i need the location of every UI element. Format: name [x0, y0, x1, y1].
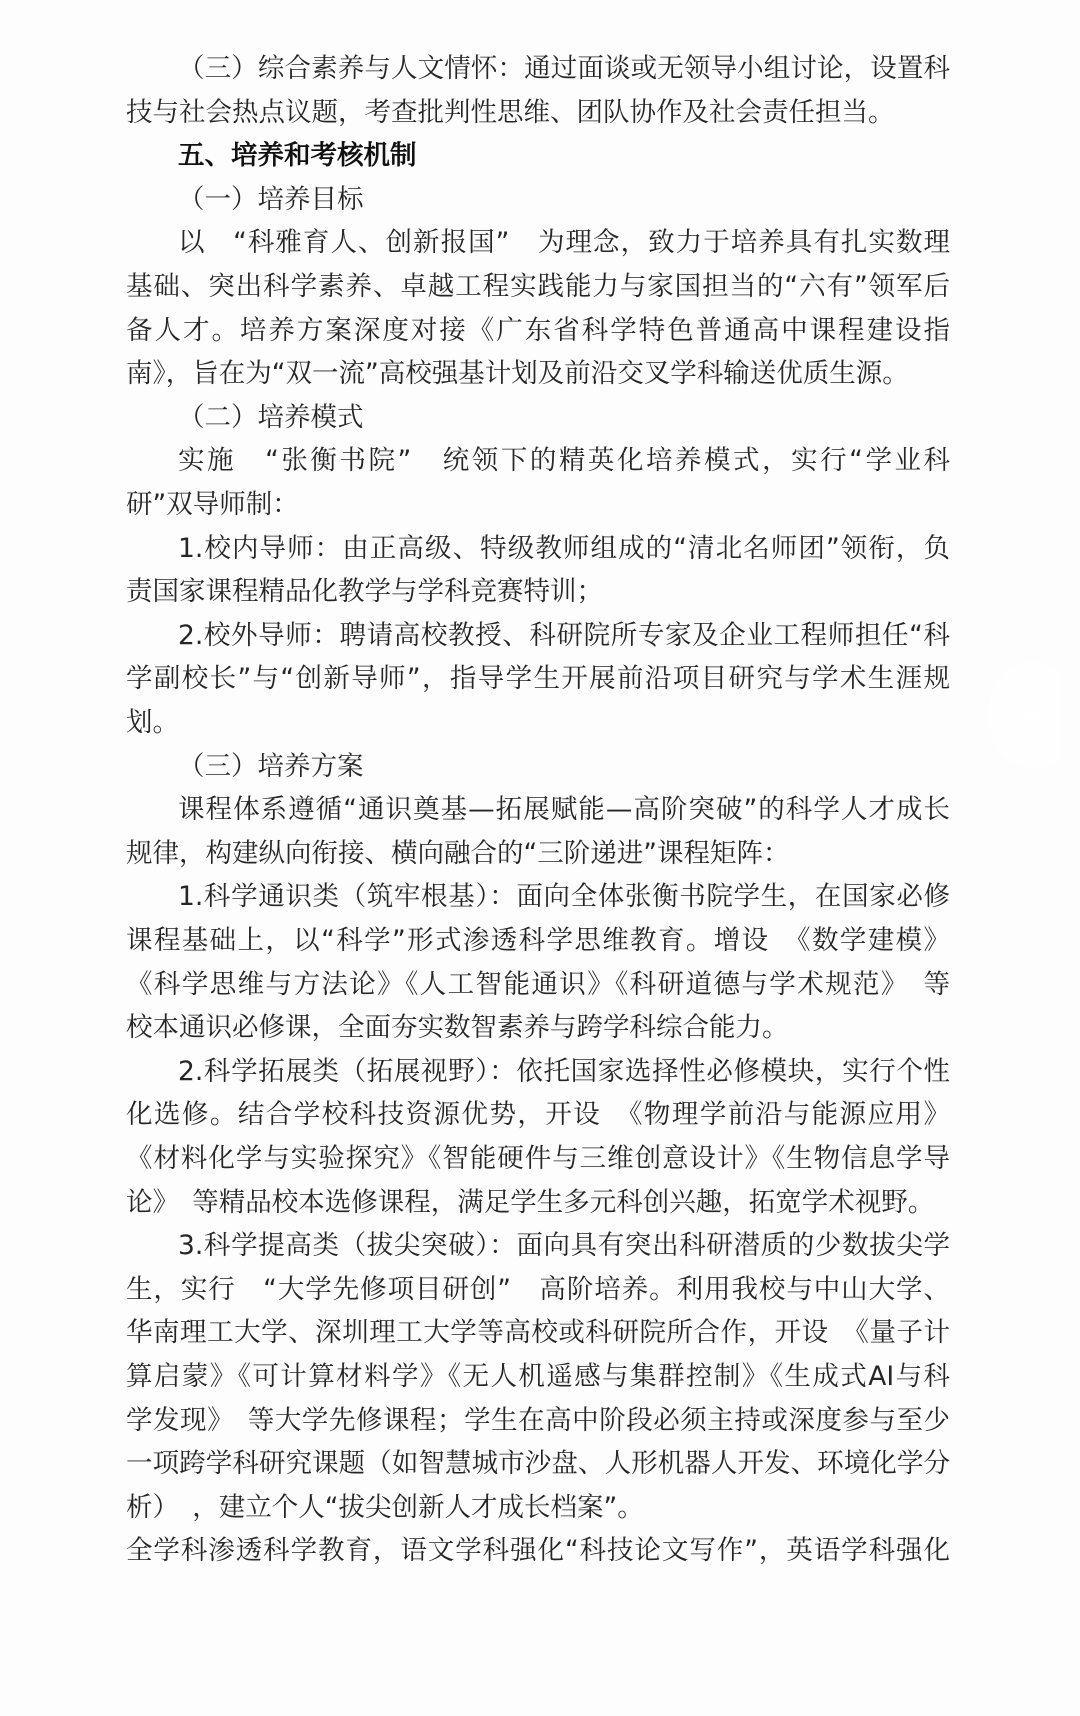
- text-line: 学发现》 等大学先修课程；学生在高中阶段必须主持或深度参与至少: [126, 1404, 950, 1436]
- text-line: 课程体系遵循“通识奠基—拓展赋能—高阶突破”的科学人才成长: [178, 794, 950, 826]
- text-line: 《科学思维与方法论》《人工智能通识》《科研道德与学术规范》 等: [126, 968, 950, 1000]
- text-line: （三）综合素养与人文情怀：通过面谈或无领导小组讨论，设置科: [178, 53, 950, 84]
- text-line: 论》 等精品校本选修课程，满足学生多元科创兴趣，拓宽学术视野。: [126, 1186, 935, 1218]
- text-line: 实施 “张衡书院” 统领下的精英化培养模式，实行“学业科: [178, 445, 950, 477]
- text-line: 基础、突出科学素养、卓越工程实践能力与家国担当的“六有”领军后: [126, 271, 950, 302]
- text-line: 以 “科雅育人、创新报国” 为理念，致力于培养具有扎实数理: [178, 227, 950, 259]
- scan-glare: [970, 640, 1060, 790]
- text-line: 算启蒙》《可计算材料学》《无人机遥感与集群控制》《生成式AI与科: [126, 1361, 950, 1392]
- text-line: 生，实行 “大学先修项目研创” 高阶培养。利用我校与中山大学、: [126, 1273, 950, 1305]
- text-line: 备人才。培养方案深度对接《广东省科学特色普通高中课程建设指: [126, 314, 950, 346]
- text-line: 1.科学通识类（筑牢根基）：面向全体张衡书院学生，在国家必修: [178, 881, 950, 913]
- text-line: 校本通识必修课，全面夯实数智素养与跨学科综合能力。: [126, 1012, 789, 1044]
- text-line: 1.校内导师：由正高级、特级教师组成的“清北名师团”领衔，负: [178, 532, 950, 564]
- text-line: 2.科学拓展类（拓展视野）：依托国家选择性必修模块，实行个性: [178, 1055, 950, 1087]
- text-line: 一项跨学科研究课题（如智慧城市沙盘、人形机器人开发、环境化学分: [126, 1448, 950, 1480]
- text-line: 研”双导师制：: [126, 489, 299, 520]
- text-line: 华南理工大学、深圳理工大学等高校或科研院所合作，开设 《量子计: [126, 1317, 950, 1349]
- text-line: 2.校外导师：聘请高校教授、科研院所专家及企业工程师担任“科: [178, 619, 950, 651]
- text-line: 责国家课程精品化教学与学科竞赛特训；: [126, 576, 603, 608]
- text-line: 析） ，建立个人“拔尖创新人才成长档案”。: [126, 1491, 644, 1523]
- text-line: （一）培养目标: [178, 183, 364, 215]
- text-line: 全学科渗透科学教育，语文学科强化“科技论文写作”，英语学科强化: [126, 1535, 950, 1567]
- text-line: 课程基础上，以“科学”形式渗透科学思维教育。增设 《数学建模》: [126, 925, 950, 956]
- text-line: 南》，旨在为“双一流”高校强基计划及前沿交叉学科输送优质生源。: [126, 358, 909, 390]
- section-heading: 五、培养和考核机制: [178, 140, 417, 172]
- text-line: 化选修。结合学校科技资源优势，开设 《物理学前沿与能源应用》: [126, 1099, 950, 1131]
- text-line: 技与社会热点议题，考查批判性思维、团队协作及社会责任担当。: [126, 96, 895, 128]
- text-line: （三）培养方案: [178, 750, 364, 782]
- text-line: （二）培养模式: [178, 401, 364, 433]
- text-line: 3.科学提高类（拔尖突破）：面向具有突出科研潜质的少数拔尖学: [178, 1230, 950, 1262]
- text-line: 划。: [126, 707, 179, 738]
- text-line: 规律，构建纵向衔接、横向融合的“三阶递进”课程矩阵：: [126, 837, 790, 869]
- text-line: 学副校长”与“创新导师”，指导学生开展前沿项目研究与学术生涯规: [126, 663, 950, 695]
- text-line: 《材料化学与实验探究》《智能硬件与三维创意设计》《生物信息学导: [126, 1143, 950, 1174]
